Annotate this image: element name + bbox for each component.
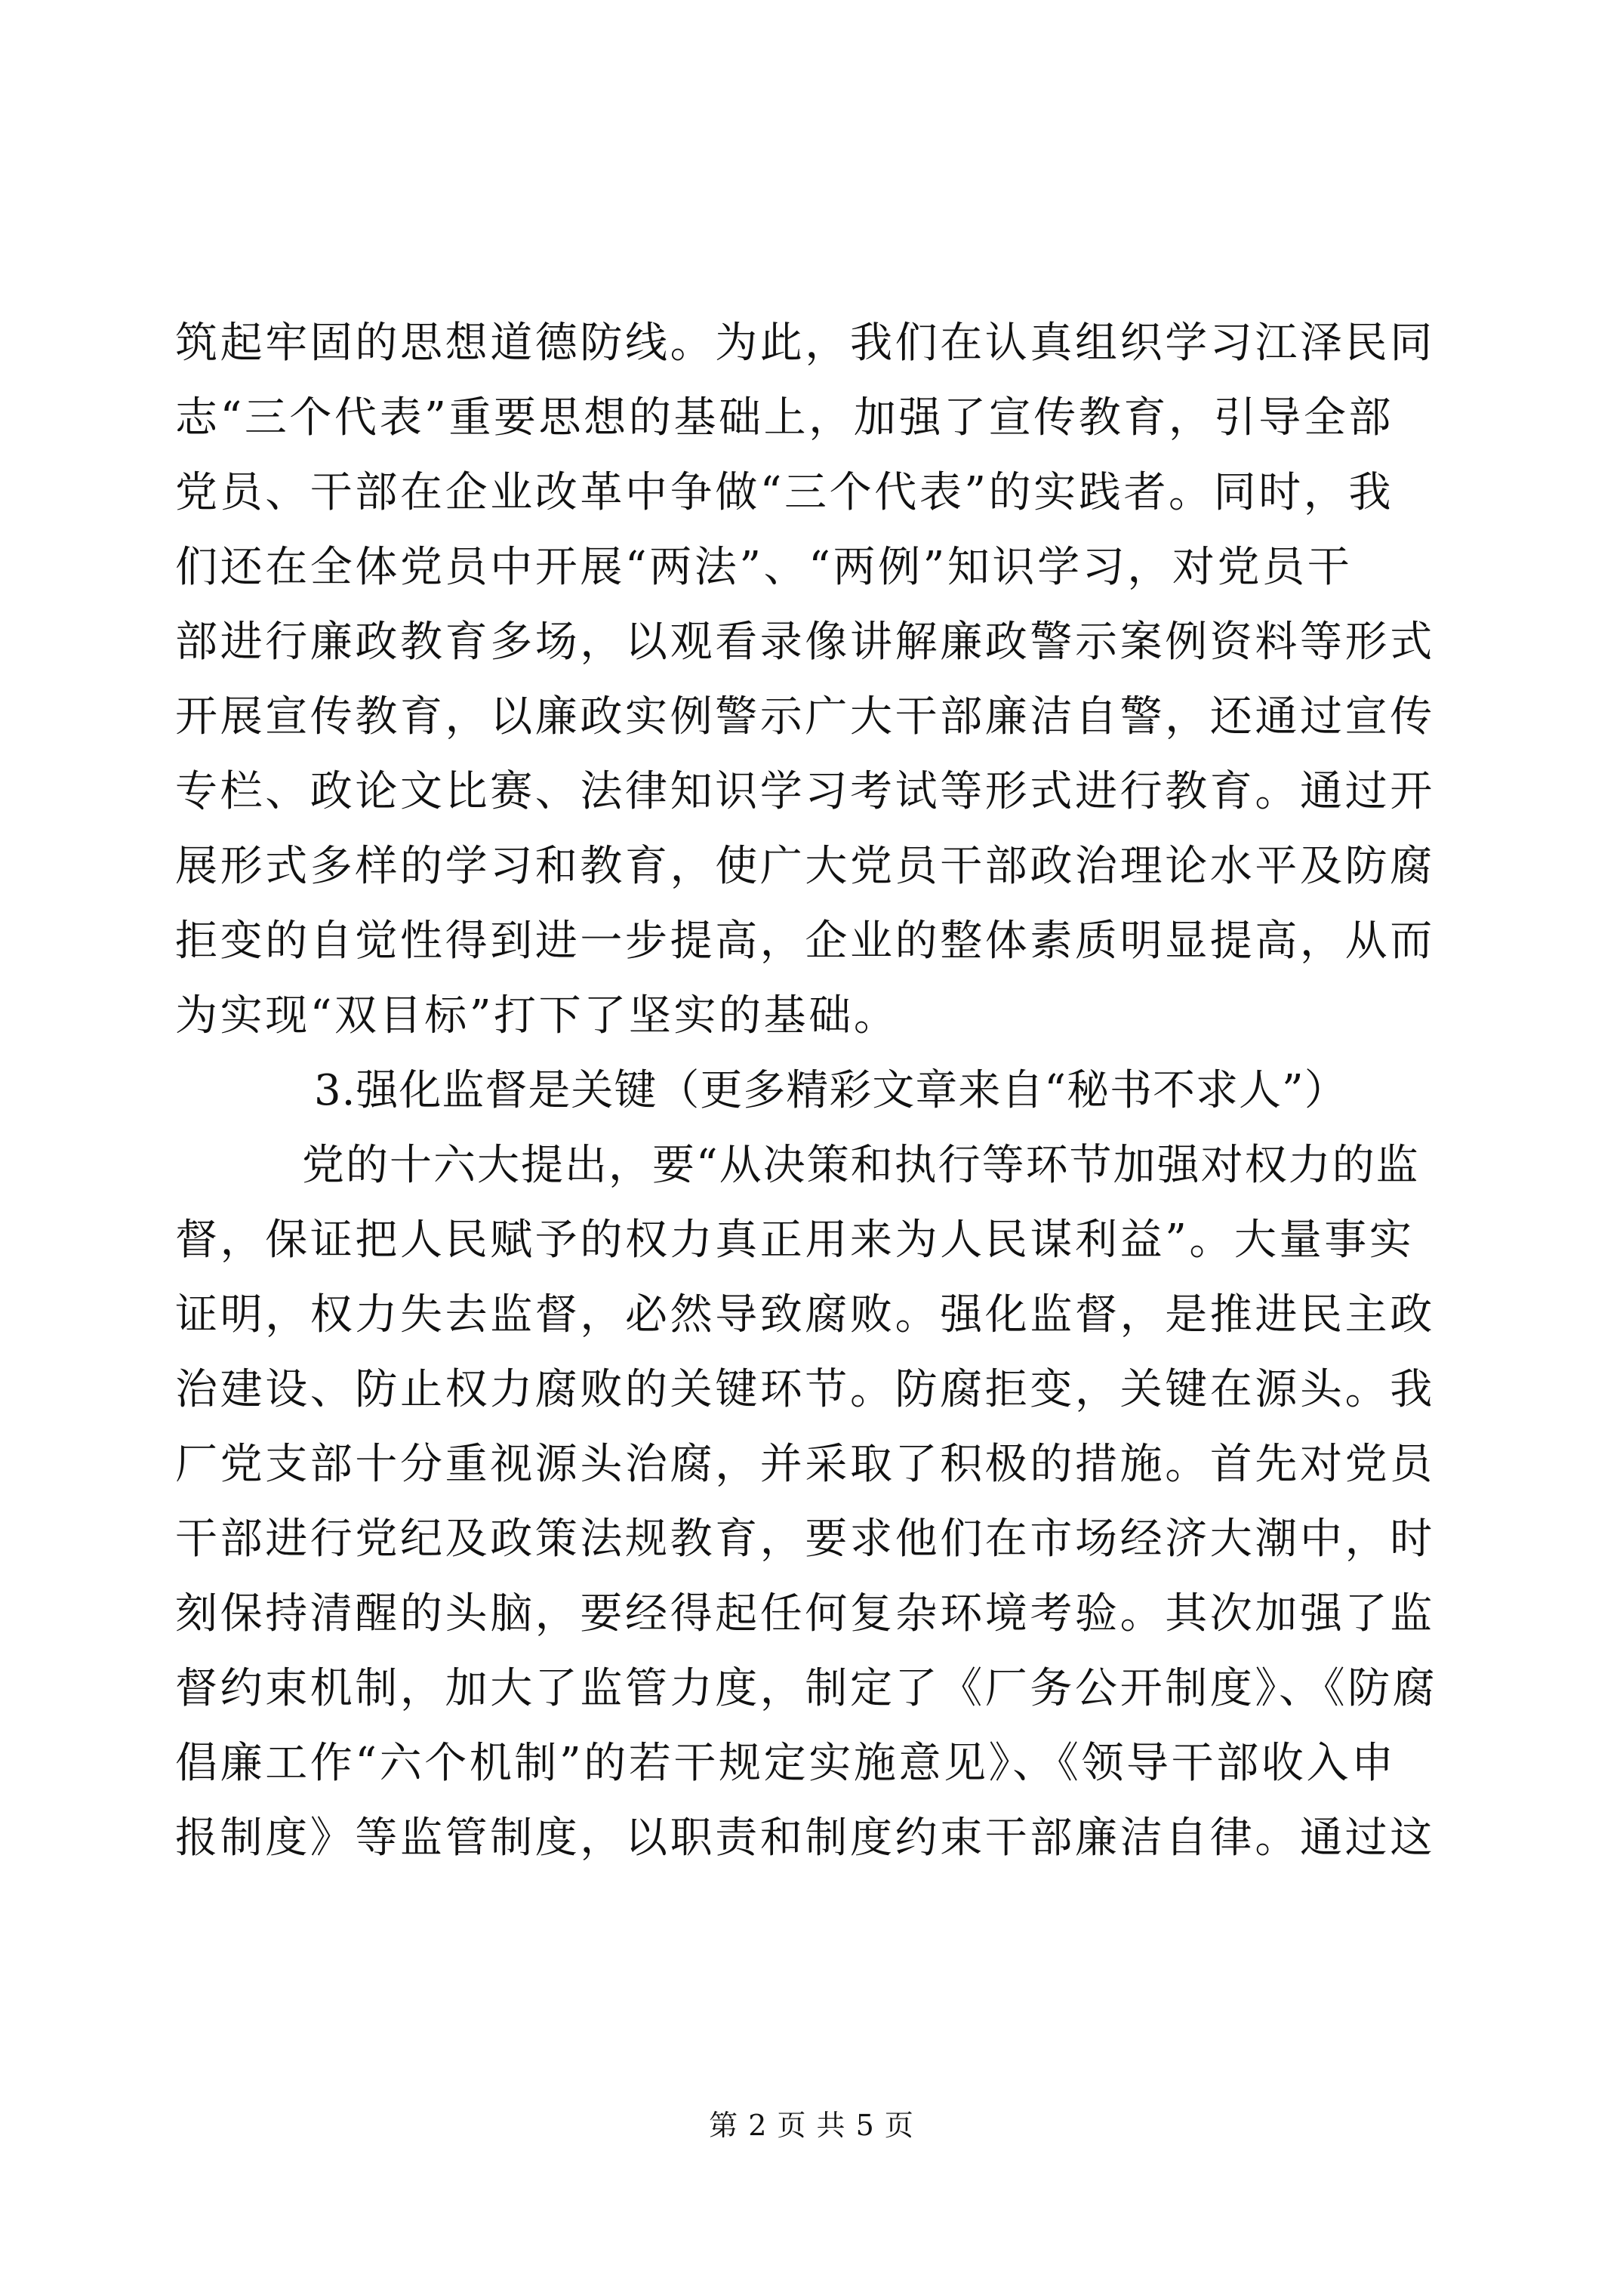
paragraph-line: 志“三个代表”重要思想的基础上，加强了宣传教育，引导全部	[175, 393, 1394, 442]
paragraph-line: 倡廉工作“六个机制”的若干规定实施意见》、《领导干部收入申	[175, 1739, 1397, 1788]
paragraph-line: 开展宣传教育，以廉政实例警示广大干部廉洁自警，还通过宣传	[175, 692, 1435, 741]
paragraph-line: 专栏、政论文比赛、法律知识学习考试等形式进行教育。通过开	[175, 767, 1435, 816]
paragraph-line: 党员、干部在企业改革中争做“三个代表”的实践者。同时，我	[175, 468, 1394, 517]
paragraph-line: 报制度》等监管制度，以职责和制度约束干部廉洁自律。通过这	[175, 1814, 1435, 1863]
paragraph-line: 筑起牢固的思想道德防线。为此，我们在认真组织学习江泽民同	[175, 319, 1435, 368]
paragraph-line: 督约束机制，加大了监管力度，制定了《厂务公开制度》、《防腐	[175, 1664, 1438, 1713]
paragraph-line: 厂党支部十分重视源头治腐，并采取了积极的措施。首先对党员	[175, 1440, 1435, 1489]
paragraph-line: 证明，权力失去监督，必然导致腐败。强化监督，是推进民主政	[175, 1290, 1435, 1339]
paragraph-line: 拒变的自觉性得到进一步提高，企业的整体素质明显提高，从而	[175, 917, 1435, 966]
paragraph-first-line: 党的十六大提出，要“从决策和执行等环节加强对权力的监	[302, 1141, 1420, 1190]
paragraph-line: 部进行廉政教育多场，以观看录像讲解廉政警示案例资料等形式	[175, 618, 1435, 667]
paragraph-line: 督，保证把人民赋予的权力真正用来为人民谋利益”。大量事实	[175, 1216, 1415, 1265]
paragraph-line: 刻保持清醒的头脑，要经得起任何复杂环境考验。其次加强了监	[175, 1589, 1435, 1638]
paragraph-line: 干部进行党纪及政策法规教育，要求他们在市场经济大潮中，时	[175, 1515, 1435, 1564]
paragraph-line: 为实现“双目标”打下了坚实的基础。	[175, 991, 899, 1040]
paragraph-line: 们还在全体党员中开展“两法”、“两例”知识学习，对党员干	[175, 543, 1353, 592]
page-number-footer: 第 2 页 共 5 页	[709, 2109, 914, 2142]
paragraph-line: 展形式多样的学习和教育，使广大党员干部政治理论水平及防腐	[175, 842, 1435, 891]
paragraph-line: 治建设、防止权力腐败的关键环节。防腐拒变，关键在源头。我	[175, 1365, 1435, 1414]
section-heading: 3.强化监督是关键（更多精彩文章来自“秘书不求人”）	[314, 1066, 1347, 1115]
